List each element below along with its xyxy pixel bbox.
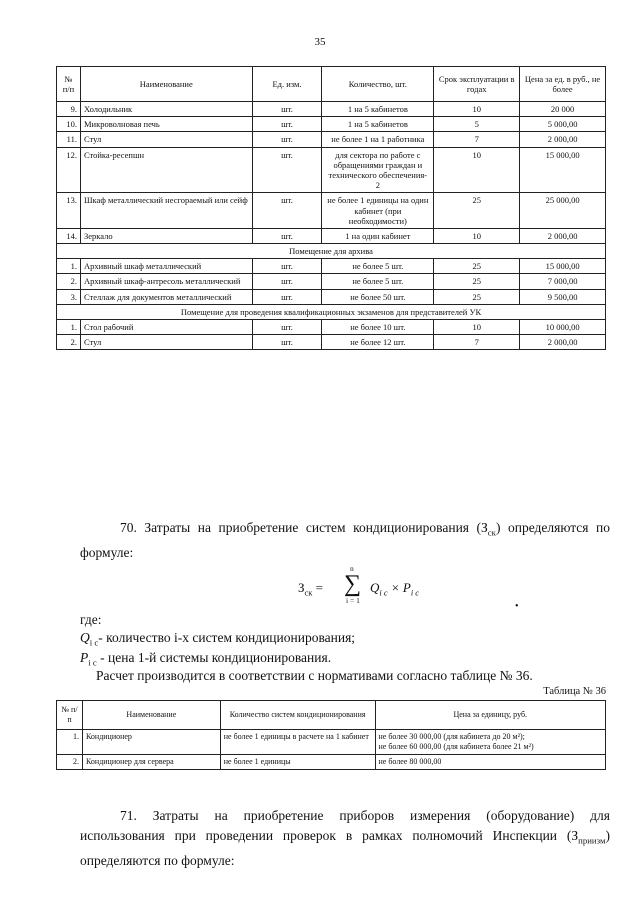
cell-price: 15 000,00 bbox=[520, 147, 606, 193]
cell-quantity: 1 на один кабинет bbox=[322, 228, 434, 243]
table-row bbox=[57, 274, 606, 289]
paragraph-71 bbox=[80, 806, 610, 871]
cell-quantity: 1 на 5 кабинетов bbox=[322, 117, 434, 132]
calculation-note: Расчет производится в соответствии с нормативами согласно таблице № 36. bbox=[96, 668, 533, 683]
table-row bbox=[57, 147, 606, 193]
cell-number: 14. bbox=[57, 228, 81, 243]
cell-quantity: для сектора по работе с обращениями граждан и технического обеспечения- 2 bbox=[322, 147, 434, 193]
cell-quantity: не более 50 шт. bbox=[322, 289, 434, 304]
formula-air-conditioning bbox=[298, 566, 458, 614]
paragraph-70-text-end: ) определяются по формуле: bbox=[80, 520, 610, 560]
price-line: не более 30 000,00 (для кабинета до 20 м²); bbox=[378, 732, 525, 741]
col-header-price: Цена за ед. в руб., не более bbox=[520, 67, 606, 102]
cell-number: 1. bbox=[57, 320, 81, 335]
col-header-quantity: Количество систем кондиционирования bbox=[220, 701, 375, 730]
cell-term: 7 bbox=[434, 132, 520, 147]
table-row bbox=[57, 132, 606, 147]
cell-number: 11. bbox=[57, 132, 81, 147]
paragraph-70-text: 70. Затраты на приобретение систем кондиционирования ( bbox=[120, 520, 482, 535]
cell-price: 20 000 bbox=[520, 102, 606, 117]
paragraph-71-text: 71. Затраты на приобретение приборов измерения (оборудование) для использования при проведении проверок в рамках полномочий Инспекции ( bbox=[80, 808, 610, 843]
cell-name: Кондиционер bbox=[82, 730, 220, 755]
paragraph-70 bbox=[80, 518, 610, 563]
cell-quantity: не более 5 шт. bbox=[322, 274, 434, 289]
cell-price: 5 000,00 bbox=[520, 117, 606, 132]
cell-name: Стойка-ресепшн bbox=[80, 147, 252, 193]
cell-number: 12. bbox=[57, 147, 81, 193]
cell-number: 2. bbox=[57, 755, 83, 770]
cell-term: 25 bbox=[434, 289, 520, 304]
col-header-name: Наименование bbox=[82, 701, 220, 730]
table-row bbox=[57, 259, 606, 274]
cell-price: 2 000,00 bbox=[520, 228, 606, 243]
cell-unit: шт. bbox=[252, 320, 322, 335]
cell-name: Стеллаж для документов металлический bbox=[80, 289, 252, 304]
cell-name: Стол рабочий bbox=[80, 320, 252, 335]
table-row bbox=[57, 755, 606, 770]
air-conditioning-table bbox=[56, 700, 606, 770]
cell-term: 25 bbox=[434, 259, 520, 274]
cell-term: 10 bbox=[434, 320, 520, 335]
section-row-archive bbox=[57, 244, 606, 259]
table-36-caption: Таблица № 36 bbox=[543, 686, 606, 697]
cell-name: Архивный шкаф-антресоль металлический bbox=[80, 274, 252, 289]
col-header-term: Срок эксплуатации в годах bbox=[434, 67, 520, 102]
col-header-number: № п/п bbox=[57, 701, 83, 730]
section-title-exams: Помещение для проведения квалификационных экзаменов для представителей УК bbox=[57, 304, 606, 319]
formula-sum-lower: i = 1 bbox=[346, 596, 360, 605]
table-row bbox=[57, 228, 606, 243]
col-header-unit: Ед. изм. bbox=[252, 67, 322, 102]
cell-price: 10 000,00 bbox=[520, 320, 606, 335]
cell-price: 7 000,00 bbox=[520, 274, 606, 289]
cell-number: 10. bbox=[57, 117, 81, 132]
cell-term: 10 bbox=[434, 228, 520, 243]
cell-number: 13. bbox=[57, 193, 81, 229]
cell-quantity: не более 5 шт. bbox=[322, 259, 434, 274]
table-row bbox=[57, 730, 606, 755]
sum-icon: ∑ bbox=[344, 571, 362, 597]
cell-name: Архивный шкаф металлический bbox=[80, 259, 252, 274]
table-header-row bbox=[57, 701, 606, 730]
cell-unit: шт. bbox=[252, 132, 322, 147]
cell-price: 25 000,00 bbox=[520, 193, 606, 229]
col-header-name: Наименование bbox=[80, 67, 252, 102]
table-row bbox=[57, 102, 606, 117]
price-line: не более 60 000,00 (для кабинета более 21 м²) bbox=[378, 742, 534, 751]
paragraph-71-symbol-sub: приизм bbox=[578, 835, 606, 846]
stray-dot: • bbox=[515, 601, 519, 612]
cell-number: 9. bbox=[57, 102, 81, 117]
cell-unit: шт. bbox=[252, 117, 322, 132]
definition-quantity: $Q_{i с}-$ количество i-х систем кондиционирования; bbox=[80, 630, 356, 648]
col-header-price: Цена за единицу, руб. bbox=[375, 701, 605, 730]
formula-rhs: $Q_{i с} \times P_{i с}$ bbox=[370, 580, 420, 598]
cell-unit: шт. bbox=[252, 193, 322, 229]
cell-name: Зеркало bbox=[80, 228, 252, 243]
col-header-number: № п/п bbox=[57, 67, 81, 102]
cell-price: 15 000,00 bbox=[520, 259, 606, 274]
cell-unit: шт. bbox=[252, 147, 322, 193]
section-row-exams bbox=[57, 304, 606, 319]
cell-price: 9 500,00 bbox=[520, 289, 606, 304]
cell-price: 2 000,00 bbox=[520, 335, 606, 350]
cell-quantity: не более 1 единицы на один кабинет (при необходимости) bbox=[322, 193, 434, 229]
cell-price bbox=[375, 730, 605, 755]
formula-lhs: $З_{ск}$ = bbox=[298, 580, 323, 598]
cell-quantity: не более 1 единицы в расчете на 1 кабинет bbox=[220, 730, 375, 755]
table-header-row bbox=[57, 67, 606, 102]
cell-term: 5 bbox=[434, 117, 520, 132]
cell-unit: шт. bbox=[252, 259, 322, 274]
formula-sum-upper: n bbox=[350, 564, 354, 573]
section-title-archive: Помещение для архива bbox=[57, 244, 606, 259]
paragraph-70-symbol-sub: ск bbox=[487, 527, 496, 538]
cell-quantity: не более 12 шт. bbox=[322, 335, 434, 350]
table-row bbox=[57, 320, 606, 335]
cell-term: 7 bbox=[434, 335, 520, 350]
paragraph-71-symbol: З bbox=[571, 828, 579, 843]
paragraph-70-symbol: З bbox=[481, 520, 488, 535]
cell-number: 2. bbox=[57, 274, 81, 289]
table-row bbox=[57, 117, 606, 132]
cell-quantity: не более 10 шт. bbox=[322, 320, 434, 335]
cell-unit: шт. bbox=[252, 274, 322, 289]
cell-unit: шт. bbox=[252, 102, 322, 117]
cell-name: Шкаф металлический несгораемый или сейф bbox=[80, 193, 252, 229]
cell-quantity: не более 1 единицы bbox=[220, 755, 375, 770]
cell-name: Стул bbox=[80, 132, 252, 147]
table-row bbox=[57, 335, 606, 350]
definition-price: $P_{i с}$ - цена 1-й системы кондиционирования. bbox=[80, 650, 332, 668]
cell-unit: шт. bbox=[252, 289, 322, 304]
cell-number: 1. bbox=[57, 730, 83, 755]
cell-number: 2. bbox=[57, 335, 81, 350]
cell-number: 3. bbox=[57, 289, 81, 304]
paragraph-71-text-end: ) определяются по формуле: bbox=[80, 828, 610, 868]
cell-unit: шт. bbox=[252, 228, 322, 243]
cell-term: 10 bbox=[434, 102, 520, 117]
cell-price bbox=[375, 755, 605, 770]
col-header-quantity: Количество, шт. bbox=[322, 67, 434, 102]
cell-term: 10 bbox=[434, 147, 520, 193]
where-label: где: bbox=[80, 612, 102, 627]
furniture-table bbox=[56, 66, 606, 350]
cell-name: Микроволновая печь bbox=[80, 117, 252, 132]
cell-price: 2 000,00 bbox=[520, 132, 606, 147]
cell-number: 1. bbox=[57, 259, 81, 274]
table-row bbox=[57, 289, 606, 304]
page-number: 35 bbox=[314, 36, 326, 48]
cell-quantity: не более 1 на 1 работника bbox=[322, 132, 434, 147]
cell-term: 25 bbox=[434, 193, 520, 229]
cell-unit: шт. bbox=[252, 335, 322, 350]
cell-term: 25 bbox=[434, 274, 520, 289]
cell-quantity: 1 на 5 кабинетов bbox=[322, 102, 434, 117]
price-line: не более 80 000,00 bbox=[378, 757, 442, 766]
table-row bbox=[57, 193, 606, 229]
cell-name: Кондиционер для сервера bbox=[82, 755, 220, 770]
cell-name: Холодильник bbox=[80, 102, 252, 117]
cell-name: Стул bbox=[80, 335, 252, 350]
